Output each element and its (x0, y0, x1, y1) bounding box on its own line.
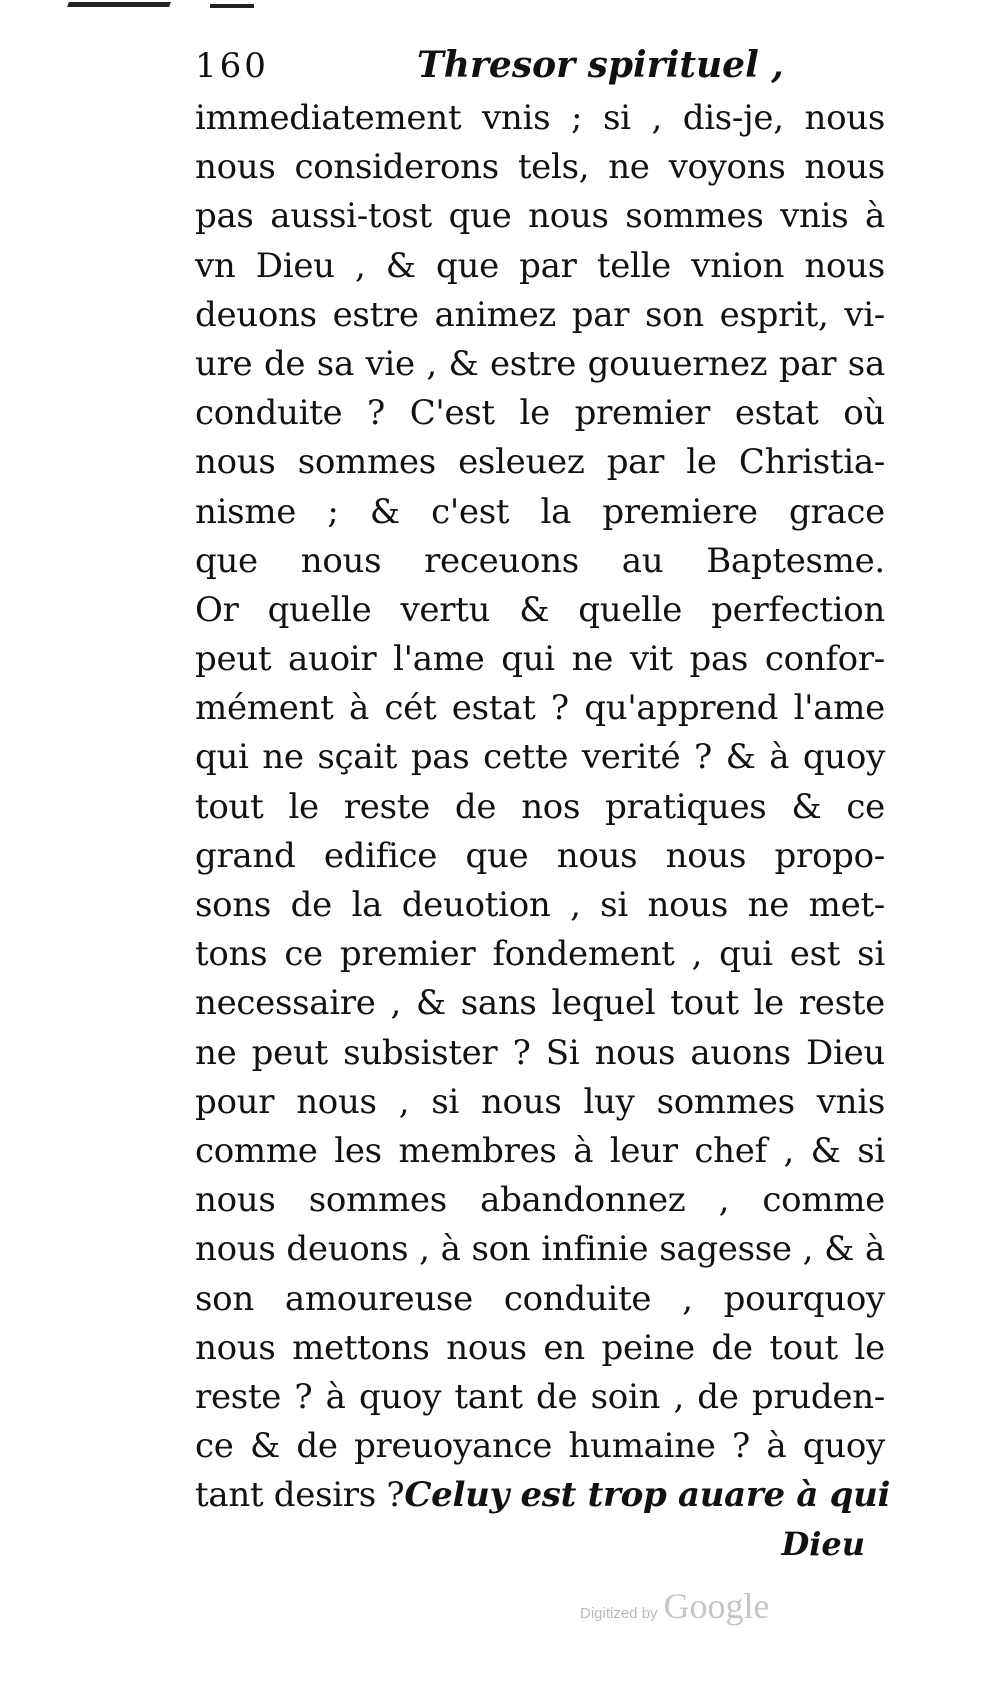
word: son (644, 294, 704, 335)
word: nous (804, 245, 885, 286)
word: nous (594, 1032, 676, 1073)
word: ? (550, 688, 569, 729)
word: & (385, 245, 416, 286)
word: à (573, 1130, 594, 1171)
word: sommes (308, 1180, 447, 1221)
word: immediatement (195, 98, 462, 138)
word: ne (747, 885, 790, 925)
word: grace (789, 491, 885, 532)
text-line (195, 537, 885, 586)
word: à (769, 737, 790, 778)
word: vie (365, 343, 415, 384)
word: que (195, 540, 258, 581)
word: sons (195, 885, 272, 925)
word: tons (195, 934, 268, 975)
top-edge-rule-short (210, 4, 254, 8)
word: son (471, 1229, 531, 1270)
word: qu'apprend (584, 688, 779, 729)
text-line (195, 832, 885, 881)
word: vit (629, 639, 673, 680)
word: par (778, 343, 837, 384)
text-line (195, 1225, 885, 1274)
word: à (325, 1376, 346, 1417)
word: verité (581, 737, 681, 778)
text-line (195, 635, 885, 684)
word: ure (195, 343, 253, 384)
word: pas (410, 737, 470, 778)
word: conduite (195, 393, 343, 434)
word: voyons (668, 147, 786, 188)
word: tant (454, 1376, 523, 1417)
word: deuotion (401, 885, 551, 925)
word: estre (332, 294, 419, 335)
text-line (195, 242, 885, 291)
word: ? (367, 393, 385, 434)
book-page (195, 42, 891, 1569)
text-line (195, 1422, 885, 1471)
word: , (651, 98, 662, 138)
word: quelle (578, 589, 683, 630)
word: vn (195, 245, 236, 286)
text-line (195, 1127, 885, 1176)
word: de (290, 885, 332, 925)
last-line-roman: tant desirs ? (195, 1475, 405, 1516)
word: nous (195, 1229, 276, 1270)
word: nous (804, 147, 885, 188)
word: de (711, 1327, 753, 1368)
word: , (390, 983, 401, 1024)
text-line (195, 143, 885, 192)
word: qui (501, 639, 555, 680)
word: tout (769, 1327, 838, 1368)
word: pas (689, 639, 749, 680)
word: que (448, 196, 512, 237)
word: quelle (267, 589, 372, 630)
word: preuoyance (354, 1426, 553, 1467)
word: & (810, 1130, 841, 1171)
word: à (440, 1229, 461, 1270)
word: à (865, 196, 885, 237)
word: tout (670, 983, 739, 1024)
text-line (195, 733, 885, 782)
word: vnis (481, 98, 551, 138)
word: confor- (764, 639, 885, 680)
word: par (606, 442, 665, 483)
word: pratiques (605, 786, 767, 827)
word: amoureuse (284, 1278, 473, 1319)
word: estat (451, 688, 536, 729)
word: de (263, 343, 306, 384)
word: le (753, 983, 784, 1024)
word: mettons (292, 1327, 430, 1368)
word: l'ame (793, 688, 885, 729)
word: auons (690, 1032, 791, 1073)
word: ne (608, 147, 650, 188)
word: qui (719, 934, 773, 975)
word: sommes (297, 442, 436, 483)
word: gouuernez (587, 343, 768, 384)
body-text (195, 94, 885, 1471)
word: , (718, 1180, 730, 1221)
word: nous (556, 835, 638, 876)
word: tels, (517, 147, 590, 188)
word: vi- (844, 294, 885, 335)
word: grand (195, 835, 296, 876)
word: estre (489, 343, 577, 384)
word: pourquoy (723, 1278, 885, 1319)
word: nous (296, 1081, 377, 1122)
word: est (789, 934, 841, 975)
word: vertu (400, 589, 491, 630)
text-line (195, 783, 885, 832)
word: & (519, 589, 550, 630)
text-line (195, 1275, 885, 1324)
word: nous (804, 98, 885, 138)
word: vnion (691, 245, 785, 286)
word: ? (512, 1032, 531, 1073)
word: la (351, 885, 383, 925)
catchword: Dieu (781, 1525, 865, 1564)
last-line-italic: Celuy est trop auare à qui (404, 1475, 891, 1516)
word: ? (294, 1376, 313, 1417)
word: si (431, 1081, 459, 1122)
text-line (195, 94, 885, 143)
word: reste (343, 786, 430, 827)
word: nous (480, 1081, 562, 1122)
word: si (600, 885, 628, 925)
word: tout (195, 786, 264, 827)
word: quoy (802, 1426, 885, 1467)
word: Si (545, 1032, 580, 1073)
word: la (540, 491, 572, 532)
word: , (783, 1130, 795, 1171)
word: C'est (409, 393, 495, 434)
word: & (369, 491, 400, 532)
word: que (465, 835, 529, 876)
word: & (791, 786, 822, 827)
word: si (857, 1130, 885, 1171)
word: si (857, 934, 885, 975)
word: où (843, 393, 885, 434)
text-line (195, 192, 885, 241)
word: perfection (711, 589, 885, 630)
word: les (334, 1130, 382, 1171)
google-logo: Google (663, 1586, 770, 1626)
text-line (195, 1176, 885, 1225)
text-line (195, 881, 885, 930)
word: , (398, 1081, 410, 1122)
word: à (766, 1426, 787, 1467)
word: pruden- (751, 1376, 885, 1417)
word: subsister (343, 1032, 498, 1073)
word: ne (195, 1032, 237, 1073)
word: nous (446, 1327, 527, 1368)
word: , (802, 1229, 814, 1270)
word: reste (798, 983, 885, 1024)
word: sagesse (659, 1229, 792, 1270)
word: chef (694, 1130, 767, 1171)
word: le (854, 1327, 885, 1368)
word: peut (195, 639, 272, 680)
word: , (355, 245, 366, 286)
word: membres (398, 1130, 557, 1171)
word: propo- (774, 835, 885, 876)
word: deuons (286, 1229, 409, 1270)
word: sa (847, 343, 885, 384)
word: lequel (551, 983, 656, 1024)
word: Christia- (738, 442, 885, 483)
word: premiere (602, 491, 758, 532)
word: Dieu (255, 245, 335, 286)
text-line (195, 389, 885, 438)
word: nous (665, 835, 747, 876)
word: ? (693, 737, 712, 778)
word: nous (195, 1327, 276, 1368)
word: peut (251, 1032, 328, 1073)
word: & (415, 983, 446, 1024)
word: & (249, 1426, 280, 1467)
word: nous (195, 147, 276, 188)
word: le (519, 393, 550, 434)
word: ne (262, 737, 304, 778)
word: sçait (317, 737, 398, 778)
word: comme (195, 1130, 318, 1171)
word: pas (195, 196, 254, 237)
word: estat (734, 393, 819, 434)
word: esleuez (458, 442, 585, 483)
word: si (602, 98, 631, 138)
word: sans (460, 983, 537, 1024)
word: luy (583, 1081, 635, 1122)
word: quoy (802, 737, 885, 778)
text-line (195, 1324, 885, 1373)
word: Or (195, 589, 239, 630)
word: de (536, 1376, 578, 1417)
word: & (824, 1229, 855, 1270)
word: infinie (541, 1229, 649, 1270)
word: nous (528, 196, 609, 237)
word: nous (300, 540, 382, 581)
word: nos (521, 786, 581, 827)
text-line (195, 1029, 885, 1078)
word: telle (596, 245, 671, 286)
word: ; (571, 98, 583, 138)
word: dis-je, (682, 98, 784, 138)
text-line (195, 930, 885, 979)
word: edifice (323, 835, 438, 876)
word: sommes (625, 196, 764, 237)
word: nous (195, 1180, 276, 1221)
word: & (725, 737, 756, 778)
word: nous (195, 442, 276, 483)
text-line (195, 291, 885, 340)
word: considerons (294, 147, 499, 188)
word: , (673, 1376, 684, 1417)
word: ne (571, 639, 614, 680)
word: deuons (195, 294, 317, 335)
word: vnis (816, 1081, 885, 1122)
word: ce (846, 786, 885, 827)
word: par (571, 294, 630, 335)
text-line (195, 488, 885, 537)
word: aussi-tost (270, 196, 432, 237)
word: au (621, 540, 664, 581)
word: ce (284, 934, 323, 975)
word: à (348, 688, 369, 729)
word: fondement (492, 934, 675, 975)
page-number: 160 (195, 46, 269, 86)
word: & (448, 343, 479, 384)
text-line (195, 340, 885, 389)
word: nous (647, 885, 729, 925)
word: ce (195, 1426, 234, 1467)
word: Dieu (806, 1032, 885, 1073)
word: premier (574, 393, 711, 434)
word: conduite (503, 1278, 652, 1319)
word: à (864, 1229, 885, 1270)
top-edge-rule (67, 2, 171, 7)
word: comme (762, 1180, 885, 1221)
word: cét (384, 688, 437, 729)
word: cette (483, 737, 569, 778)
text-line (195, 586, 885, 635)
text-line (195, 979, 885, 1028)
word: auoir (288, 639, 377, 680)
word: , (682, 1278, 693, 1319)
word: humaine (568, 1426, 716, 1467)
word: receuons (424, 540, 579, 581)
text-line (195, 684, 885, 733)
text-line (195, 1373, 885, 1422)
word: de (296, 1426, 338, 1467)
word: leur (609, 1130, 678, 1171)
text-line-last (195, 1471, 891, 1520)
word: que (436, 245, 499, 286)
word: nisme (195, 491, 297, 532)
word: animez (434, 294, 557, 335)
running-head: Thresor spirituel , (417, 44, 784, 86)
word: esprit, (719, 294, 829, 335)
text-line (195, 1078, 885, 1127)
digitized-by-label: Digitized by (580, 1605, 658, 1622)
word: mément (195, 688, 334, 729)
word: met- (808, 885, 885, 925)
word: soin (590, 1376, 661, 1417)
word: necessaire (195, 983, 376, 1024)
word: c'est (431, 491, 510, 532)
word: son (195, 1278, 254, 1319)
word: abandonnez (480, 1180, 686, 1221)
word: sommes (656, 1081, 795, 1122)
word: par (519, 245, 577, 286)
word: Baptesme. (706, 540, 885, 581)
word: sa (316, 343, 354, 384)
word: qui (195, 737, 249, 778)
word: premier (339, 934, 476, 975)
word: l'ame (393, 639, 485, 680)
word: , (691, 934, 703, 975)
word: ? (732, 1426, 750, 1467)
word: de (454, 786, 497, 827)
word: quoy (358, 1376, 442, 1417)
word: pour (195, 1081, 275, 1122)
word: reste (195, 1376, 282, 1417)
word: de (697, 1376, 739, 1417)
page-header (195, 42, 885, 92)
digitized-watermark (580, 1585, 770, 1627)
text-line (195, 438, 885, 487)
word: vnis (780, 196, 849, 237)
word: en (543, 1327, 585, 1368)
word: ; (327, 491, 339, 532)
word: le (686, 442, 717, 483)
word: , (419, 1229, 430, 1270)
word: , (570, 885, 581, 925)
word: peine (601, 1327, 695, 1368)
word: le (288, 786, 319, 827)
word: , (426, 343, 437, 384)
